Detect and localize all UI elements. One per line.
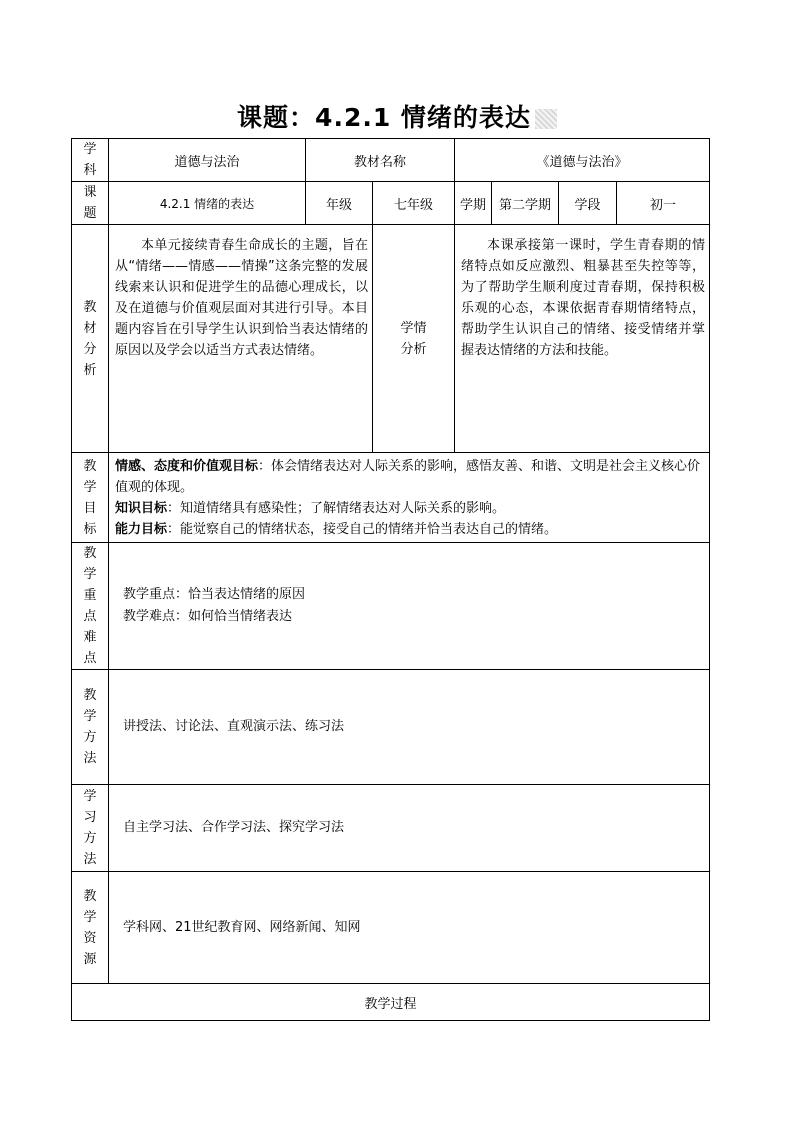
subject-label-char: 学 (83, 142, 97, 157)
row-analysis (72, 225, 710, 453)
textbook-name-value: 《道德与法治》 (455, 139, 710, 182)
goal-emotion-label: 情感、态度和价值观目标 (115, 458, 259, 474)
goals-label-char: 目 (83, 500, 97, 516)
goals-label-char: 教 (83, 458, 97, 474)
lesson-label-char: 课 (83, 185, 97, 200)
textbook-name-label: 教材名称 (306, 139, 455, 182)
process-header: 教学过程 (72, 984, 710, 1021)
goals-label-char: 学 (83, 479, 97, 495)
keypoints-label (72, 543, 109, 670)
keypoints-label-char: 学 (83, 567, 97, 582)
goal-knowledge-label: 知识目标 (115, 500, 168, 516)
row-lesson (72, 182, 710, 225)
subject-label (72, 139, 109, 182)
resources-text: 学科网、21世纪教育网、网络新闻、知网 (109, 872, 710, 984)
difficult-point: 教学难点：如何恰当情绪表达 (123, 609, 293, 624)
teach-methods-label-char: 法 (83, 751, 97, 766)
teach-methods-label (72, 670, 109, 785)
teach-methods-label-char: 方 (83, 730, 97, 745)
keypoints-label-char: 教 (83, 546, 97, 561)
goal-knowledge-text: ：知道情绪具有感染性；了解情绪表达对人际关系的影响。 (167, 500, 506, 516)
keypoints-label-char: 难 (83, 630, 97, 645)
analysis-label-char: 教 (83, 299, 97, 315)
goal-knowledge (115, 498, 703, 519)
lesson-title (0, 98, 794, 134)
row-keypoints (72, 543, 710, 670)
goal-ability (115, 519, 703, 540)
grade-label: 年级 (306, 182, 373, 225)
teach-methods-label-char: 学 (83, 709, 97, 724)
learn-methods-label-char: 学 (83, 789, 97, 804)
keypoints-label-char: 重 (83, 588, 97, 603)
learn-methods-label (72, 785, 109, 872)
lesson-label-char: 题 (83, 206, 97, 221)
lesson-plan-table (71, 138, 710, 1021)
analysis-label-char: 材 (83, 320, 97, 336)
row-resources (72, 872, 710, 984)
teach-methods-label-char: 教 (83, 688, 97, 703)
keypoints-label-char: 点 (83, 609, 97, 624)
term-value: 第二学期 (492, 182, 559, 225)
subject-label-char: 科 (83, 163, 97, 178)
resources-label-char: 源 (83, 951, 97, 967)
goal-ability-text: ：能觉察自己的情绪状态，接受自己的情绪并恰当表达自己的情绪。 (167, 521, 558, 537)
learn-methods-label-char: 习 (83, 810, 97, 825)
keypoints-content (109, 543, 710, 670)
row-learn-methods (72, 785, 710, 872)
term-label: 学期 (455, 182, 492, 225)
learn-methods-label-char: 法 (83, 852, 97, 867)
row-process (72, 984, 710, 1021)
lesson-value: 4.2.1 情绪的表达 (109, 182, 306, 225)
resources-label-char: 资 (83, 930, 97, 946)
key-point: 教学重点：恰当表达情绪的原因 (123, 587, 306, 602)
learn-methods-text: 自主学习法、合作学习法、探究学习法 (109, 785, 710, 872)
student-label-line: 学情 (400, 320, 427, 336)
learn-methods-label-char: 方 (83, 831, 97, 846)
goals-label-char: 标 (83, 521, 97, 537)
teach-methods-text: 讲授法、讨论法、直观演示法、练习法 (109, 670, 710, 785)
analysis-label-char: 析 (83, 362, 97, 378)
stage-value: 初一 (617, 182, 710, 225)
subject-value: 道德与法治 (109, 139, 306, 182)
textbook-analysis-text: 本单元接续青春生命成长的主题，旨在从“情绪——情感——情操”这条完整的发展线索来认识和促进学生的品德心理成长，以及在道德与价值观层面对其进行引导。本目题内容旨在引导学生认识到恰当表达情绪的原因以及学会以适当方式表达情绪。 (109, 225, 373, 453)
watermark-stamp-icon (535, 109, 557, 129)
stage-label: 学段 (559, 182, 617, 225)
goal-emotion-text: ：体会情绪表达对人际关系的影响，感悟友善、和谐、文明是社会主义核心价值观的体现。 (115, 458, 701, 495)
row-teach-methods (72, 670, 710, 785)
row-goals (72, 453, 710, 543)
resources-label-char: 学 (83, 909, 97, 925)
student-analysis-text: 本课承接第一课时，学生青春期的情绪特点如反应激烈、粗暴甚至失控等等，为了帮助学生顺利度过青春期，保持积极乐观的心态，本课依据青春期情绪特点，帮助学生认识自己的情绪、接受情绪并掌握表达情绪的方法和技能。 (455, 225, 710, 453)
student-analysis-label (373, 225, 455, 453)
lesson-title-text: 课题：4.2.1 情绪的表达 (237, 103, 531, 132)
lesson-label (72, 182, 109, 225)
textbook-analysis-label (72, 225, 109, 453)
student-label-line: 分析 (400, 341, 427, 357)
analysis-label-char: 分 (83, 341, 97, 357)
goal-emotion (115, 456, 703, 498)
goals-label (72, 453, 109, 543)
resources-label-char: 教 (83, 888, 97, 904)
row-subject (72, 139, 710, 182)
grade-value: 七年级 (373, 182, 455, 225)
resources-label (72, 872, 109, 984)
goals-content (109, 453, 710, 543)
keypoints-label-char: 点 (83, 651, 97, 666)
goal-ability-label: 能力目标 (115, 521, 168, 537)
